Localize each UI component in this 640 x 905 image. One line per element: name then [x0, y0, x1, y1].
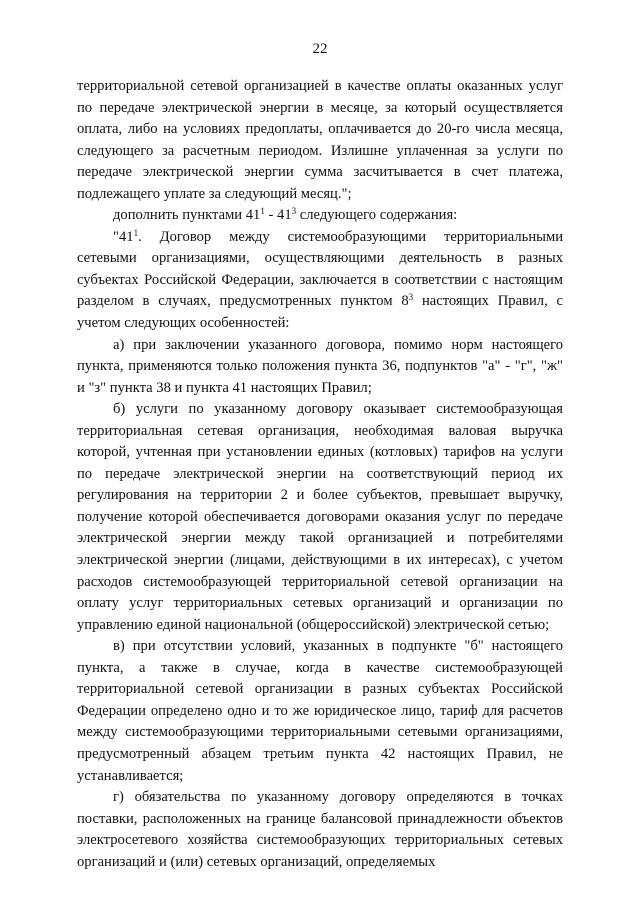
clause-text: "41 [113, 228, 134, 245]
clause-text: настоящих Правил, с учетом следующих особенностей: [77, 293, 563, 332]
page-number: 22 [312, 41, 328, 57]
amendment-intro-text: следующего содержания: [296, 207, 458, 224]
paragraph-subclause-a: а) при заключении указанного договора, помимо норм настоящего пункта, применяются только положения пункта 36, подпунктов "а" - "г", "ж" и "з" пункта 38 и пункта 41 настоящих Правил; [77, 336, 563, 396]
paragraph-continuation: территориальной сетевой организацией в качестве оплаты оказанных услуг по передаче электрической энергии в месяце, за который осуществляется оплата, либо на условиях предоплаты, оплачивается до 20-го числа месяца, следующего за расчетным периодом. Излишне уплаченная за услуги по передаче электрической энергии сумма засчитывается в счет платежа, подлежащего уплате за следующий месяц."; [77, 78, 563, 202]
superscript: 3 [408, 292, 414, 303]
superscript: 1 [260, 206, 265, 217]
paragraph-amendment-intro [77, 205, 563, 227]
superscript: 3 [291, 206, 297, 217]
paragraph-subclause-g: г) обязательства по указанному договору определяются в точках поставки, расположенных на границе балансовой принадлежности объектов электросетевого хозяйства системообразующих территориальных сетевых организаций и (или) сетевых организаций, определяемых [77, 789, 563, 870]
clause-text: . Договор между системообразующими территориальными сетевыми организациями, осуществляющими деятельность в разных субъектах Российской Федерации, заключается в соответствии с настоящим разделом в случаях, предусмотренных пунктом 8 [77, 228, 563, 310]
paragraph-clause-41-1 [77, 227, 563, 335]
amendment-intro-text: - 41 [264, 207, 292, 224]
superscript: 1 [133, 227, 139, 238]
amendment-intro-text: дополнить пунктами 41 [113, 207, 261, 224]
document-body [77, 76, 563, 873]
paragraph-subclause-b: б) услуги по указанному договору оказывает системообразующая территориальная сетевая организация, необходимая валовая выручка которой, учтенная при установлении единых (котловых) тарифов на услуги по передаче электрической энергии на соответствующий период их регулирования на территории 2 и более субъектов, превышает выручку, получение которой обеспечивается договорами оказания услуг по передаче электрической энергии между такой организацией и потребителями электрической энергии (лицами, действующими в их интересах), с учетом расходов системообразующей территориальной сетевой организации на оплату услуг территориальных сетевых организаций и организации по управлению единой национальной (общероссийской) электрической сетью; [77, 401, 563, 633]
paragraph-subclause-v: в) при отсутствии условий, указанных в подпункте "б" настоящего пункта, а также в случае, когда в качестве системообразующей территориальной сетевой организации в разных субъектах Российской Федерации определено одно и то же юридическое лицо, тариф для расчетов между системообразующими территориальными сетевыми организациями, предусмотренный абзацем третьим пункта 42 настоящих Правил, не устанавливается; [77, 638, 563, 784]
